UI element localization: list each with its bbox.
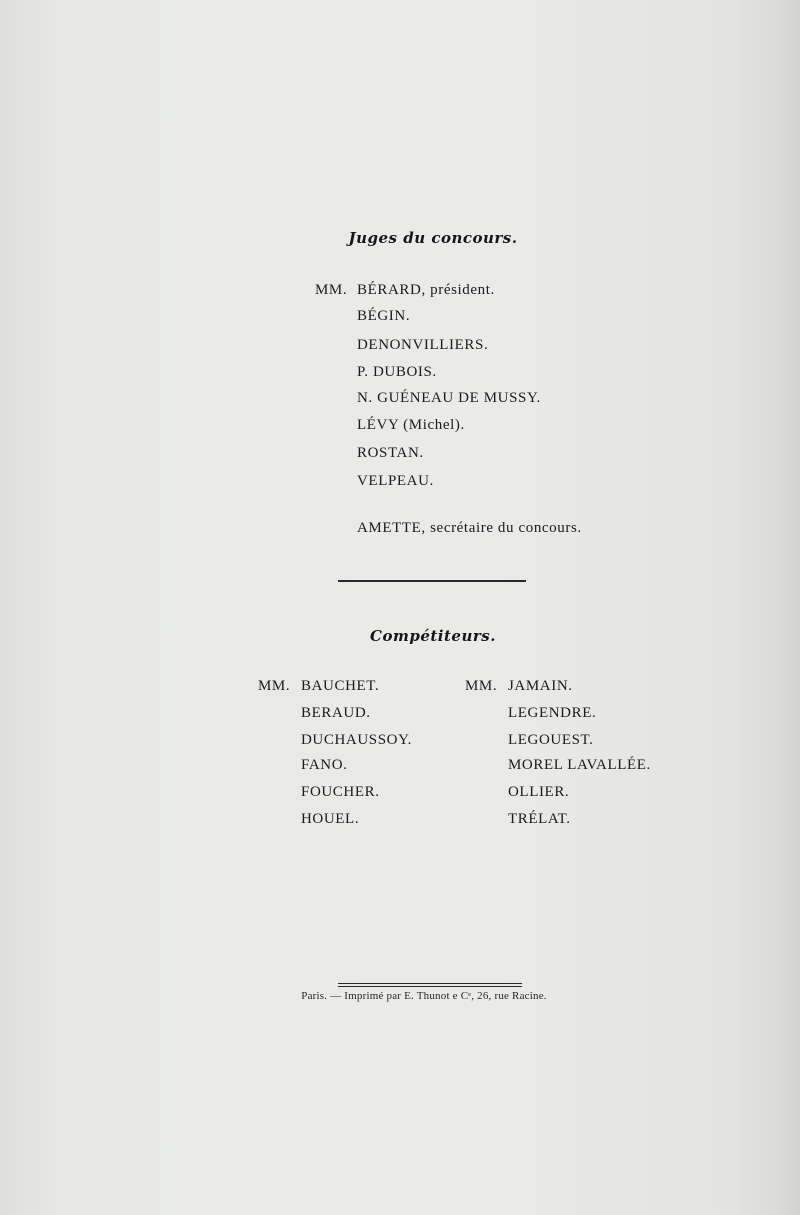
competitor-name: LEGENDRE. [508, 705, 597, 721]
competitor-name: DUCHAUSSOY. [301, 732, 412, 748]
judge-name: VELPEAU. [357, 473, 434, 489]
judge-name: P. DUBOIS. [357, 364, 437, 380]
judge-name: DENONVILLIERS. [357, 337, 489, 353]
judge-name: BÉRARD, président. [357, 282, 495, 298]
judge-name: ROSTAN. [357, 445, 424, 461]
competitor-name: FANO. [301, 757, 348, 773]
footer-rule-top [338, 983, 522, 984]
footer-rule-bottom [338, 986, 522, 987]
printer-imprint: Paris. — Imprimé par E. Thunot e Cᵉ, 26, rue Racine. [301, 990, 547, 1002]
competitor-name: LEGOUEST. [508, 732, 594, 748]
secretary-line: AMETTE, secrétaire du concours. [357, 520, 582, 536]
competitor-name: MOREL LAVALLÉE. [508, 757, 651, 773]
judges-heading: Juges du concours. [348, 229, 518, 247]
section-divider [338, 580, 526, 582]
competitor-name: BAUCHET. [301, 678, 380, 694]
judges-mm-prefix: MM. [315, 282, 348, 298]
judge-name: BÉGIN. [357, 308, 411, 324]
competitor-name: FOUCHER. [301, 784, 380, 800]
competitors-left-mm-prefix: MM. [258, 678, 291, 694]
judge-name: N. GUÉNEAU DE MUSSY. [357, 390, 541, 406]
competitor-name: TRÉLAT. [508, 811, 571, 827]
judge-name: LÉVY (Michel). [357, 417, 465, 433]
competitor-name: BERAUD. [301, 705, 371, 721]
competitors-right-mm-prefix: MM. [465, 678, 498, 694]
competitors-heading: Compétiteurs. [370, 627, 496, 645]
competitor-name: JAMAIN. [508, 678, 573, 694]
competitor-name: HOUEL. [301, 811, 360, 827]
competitor-name: OLLIER. [508, 784, 570, 800]
